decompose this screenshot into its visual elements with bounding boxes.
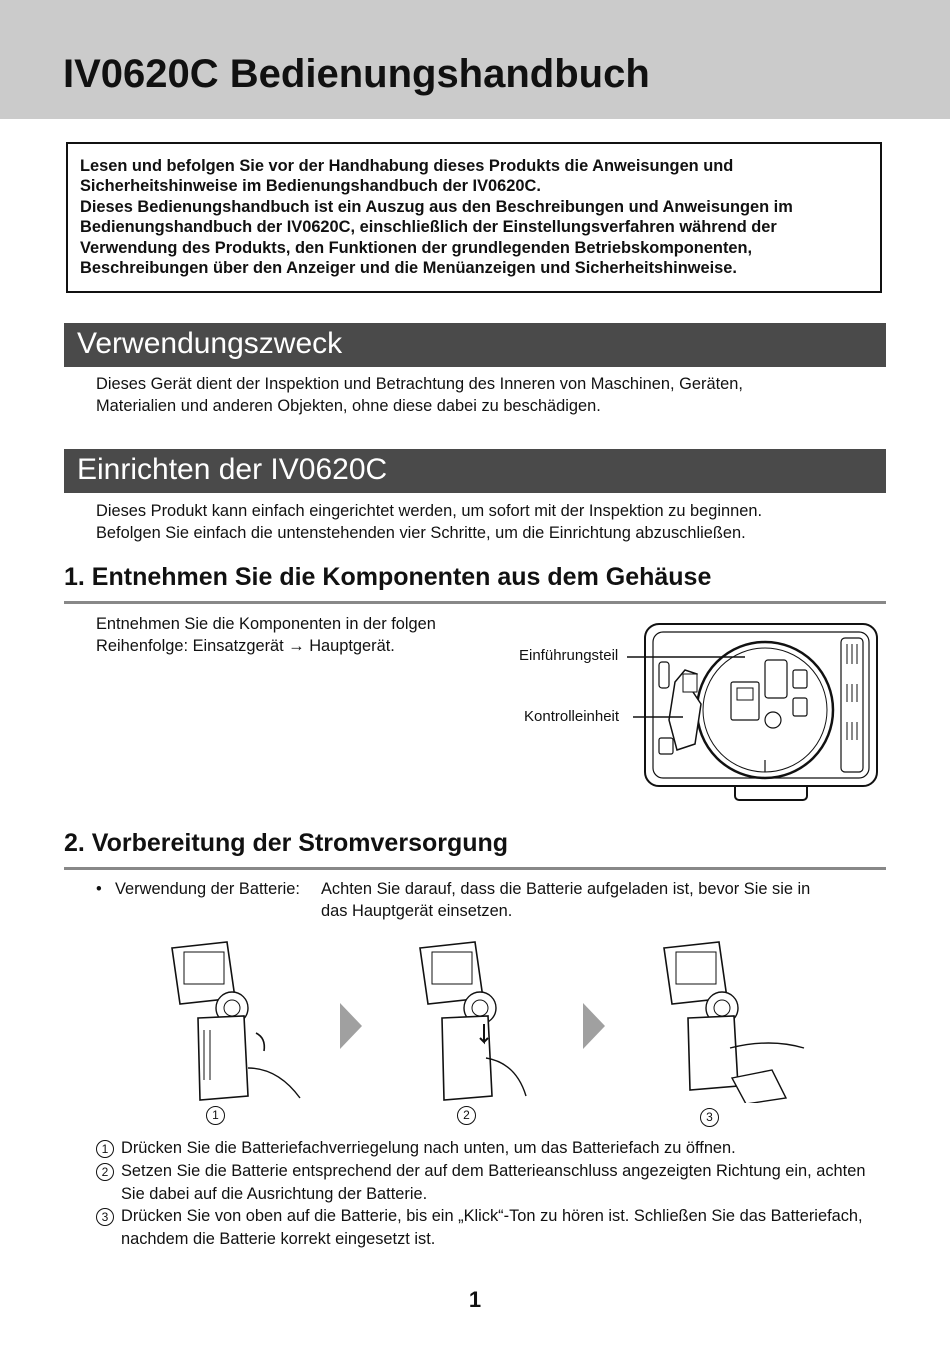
page-number: 1: [468, 1287, 482, 1312]
step1-paragraph: [96, 613, 496, 657]
notice-box: [66, 142, 882, 293]
instruction-text: Setzen Sie die Batterie entsprechend der auf dem Batterieanschluss angezeigten Richtung ein, achten Sie dabei auf die Ausrichtung der Batterie.: [121, 1162, 866, 1203]
battery-step-illustration-1: [160, 938, 320, 1108]
instruction-text: Drücken Sie die Batteriefachverriegelung nach unten, um das Batteriefach zu öffnen.: [121, 1139, 736, 1157]
instruction-number: 2: [96, 1163, 114, 1181]
section-heading-purpose: [64, 323, 886, 367]
notice-line: Dieses Bedienungshandbuch ist ein Auszug aus den Beschreibungen und Anweisungen im: [80, 197, 793, 216]
paragraph-line: Dieses Produkt kann einfach eingerichtet werden, um sofort mit der Inspektion zu beginnen.: [96, 502, 763, 520]
section-heading-setup: [64, 449, 886, 493]
notice-line: Bedienungshandbuch der IV0620C, einschließlich der Einstellungsverfahren während der: [80, 218, 777, 237]
paragraph-line: Materialien und anderen Objekten, ohne diese dabei zu beschädigen.: [96, 397, 601, 415]
notice-line: Sicherheitshinweise im Bedienungshandbuch der IV0620C.: [80, 177, 541, 196]
section-heading-text: Einrichten der IV0620C: [77, 453, 388, 486]
device-drawing: [400, 938, 560, 1103]
bullet-dot: •: [96, 880, 102, 898]
battery-step-illustration-2: [400, 938, 560, 1108]
paragraph-line: Dieses Gerät dient der Inspektion und Betrachtung des Inneren von Maschinen, Geräten,: [96, 375, 743, 393]
bullet-text-2: das Hauptgerät einsetzen.: [321, 902, 513, 920]
device-drawing: [160, 938, 320, 1103]
notice-line: Verwendung des Produkts, den Funktionen der grundlegenden Betriebskomponenten,: [80, 238, 753, 257]
label-control-unit: Kontrolleinheit: [524, 708, 620, 725]
instruction-text: Drücken Sie von oben auf die Batterie, bis ein „Klick“-Ton zu hören ist. Schließen Sie das Batteriefach, nachdem die Batterie korrekt eingesetzt ist.: [121, 1207, 863, 1248]
purpose-paragraph: [96, 373, 876, 417]
section-heading-text: Verwendungszweck: [77, 327, 343, 360]
paragraph-line: Befolgen Sie einfach die untenstehenden vier Schritte, um die Einrichtung abzuschließen.: [96, 524, 746, 542]
label-insertion-part: Einführungsteil: [519, 647, 619, 664]
figure-number-2: 2: [457, 1106, 476, 1125]
next-step-arrow-2: [583, 1003, 605, 1049]
figure-number-1: 1: [206, 1106, 225, 1125]
step2-heading-text: 2. Vorbereitung der Stromversorgung: [64, 829, 509, 857]
step2-heading: [64, 829, 886, 870]
paragraph-line: Reihenfolge: Einsatzgerät → Hauptgerät.: [96, 637, 395, 655]
bullet-text-1: Achten Sie darauf, dass die Batterie aufgeladen ist, bevor Sie sie in: [321, 880, 811, 898]
step1-heading: [64, 563, 886, 604]
paragraph-line: Entnehmen Sie die Komponenten in der folgen: [96, 615, 436, 633]
title-band: [0, 0, 950, 119]
step1-heading-text: 1. Entnehmen Sie die Komponenten aus dem Gehäuse: [64, 563, 712, 591]
instruction-number: 1: [96, 1140, 114, 1158]
setup-paragraph: [96, 500, 876, 544]
notice-line: Lesen und befolgen Sie vor der Handhabung dieses Produkts die Anweisungen und: [80, 157, 734, 175]
bullet-label: Verwendung der Batterie:: [115, 880, 300, 898]
next-step-arrow-1: [340, 1003, 362, 1049]
instruction-number: 3: [96, 1208, 114, 1226]
notice-line: Beschreibungen über den Anzeiger und die Menüanzeigen und Sicherheitshinweise.: [80, 259, 737, 278]
device-drawing: [650, 938, 815, 1103]
battery-step-illustration-3: [650, 938, 815, 1108]
page-title: IV0620C Bedienungshandbuch: [63, 52, 650, 96]
figure-number-3: 3: [700, 1108, 719, 1127]
